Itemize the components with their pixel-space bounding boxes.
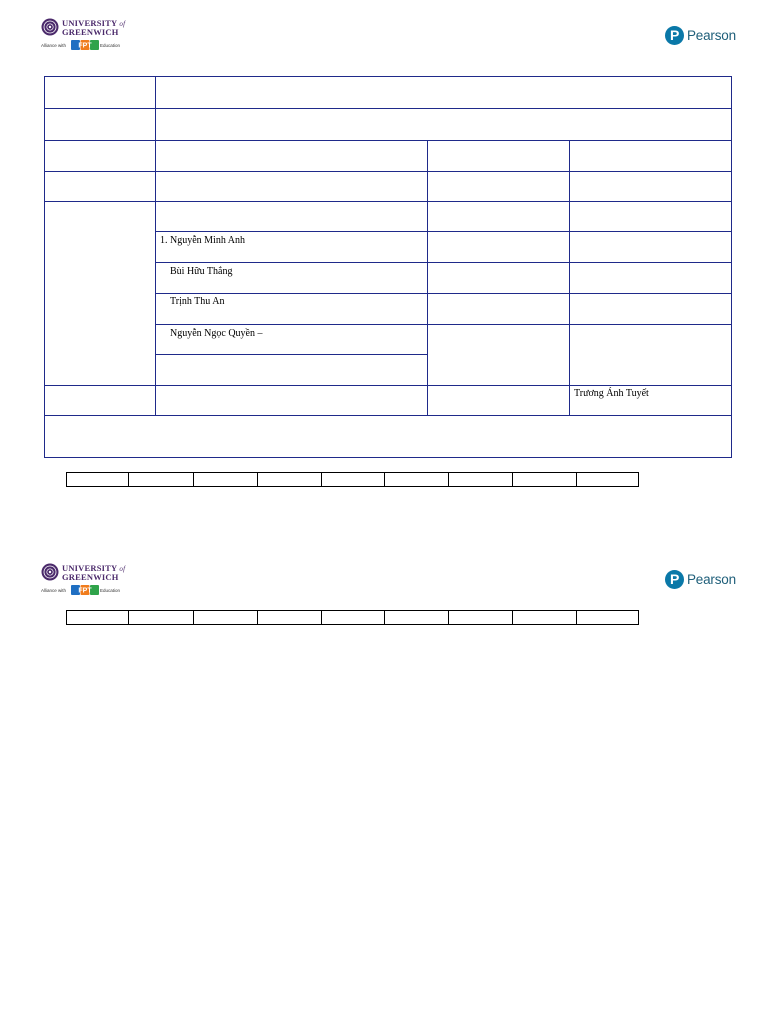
university-name — [62, 19, 125, 36]
pearson-logo-page2 — [665, 570, 737, 590]
education-text: Education — [100, 43, 121, 48]
fpt-logo-icon — [71, 40, 99, 50]
team-member-3: Trịnh Thu An — [170, 296, 225, 307]
alliance-text: Alliance with — [41, 43, 67, 48]
university-of: of — [119, 20, 126, 28]
university-name — [62, 564, 125, 581]
fpt-logo-icon — [71, 585, 99, 595]
greenwich-crest-icon — [41, 563, 59, 581]
pearson-p-icon — [665, 26, 684, 45]
university-line2: GREENWICH — [62, 572, 119, 582]
university-of: of — [119, 565, 126, 573]
university-line1: UNIVERSITY — [62, 563, 118, 573]
pearson-logo — [665, 26, 737, 46]
university-of-greenwich-logo — [41, 18, 131, 58]
university-line1: UNIVERSITY — [62, 18, 118, 28]
assignment-front-sheet-table — [44, 76, 732, 458]
pearson-p-icon — [665, 570, 684, 589]
team-member-4: Nguyễn Ngọc Quyền – — [170, 328, 263, 339]
university-line2: GREENWICH — [62, 27, 119, 37]
alliance-text: Alliance with — [41, 588, 67, 593]
pearson-letter: P — [670, 571, 680, 587]
fpt-text: FPT — [78, 42, 92, 50]
team-member-1: 1. Nguyễn Minh Anh — [160, 235, 245, 246]
team-member-2: Bùi Hữu Thắng — [170, 266, 233, 277]
university-of-greenwich-logo-page2 — [41, 563, 131, 603]
grade-strip-2 — [66, 610, 639, 625]
assessor-name: Trương Ánh Tuyết — [574, 388, 649, 399]
grade-strip-1 — [66, 472, 639, 487]
pearson-word: Pearson — [687, 28, 736, 43]
fpt-text: FPT — [78, 587, 92, 595]
education-text: Education — [100, 588, 121, 593]
pearson-letter: P — [670, 27, 680, 43]
pearson-word: Pearson — [687, 572, 736, 587]
greenwich-crest-icon — [41, 18, 59, 36]
